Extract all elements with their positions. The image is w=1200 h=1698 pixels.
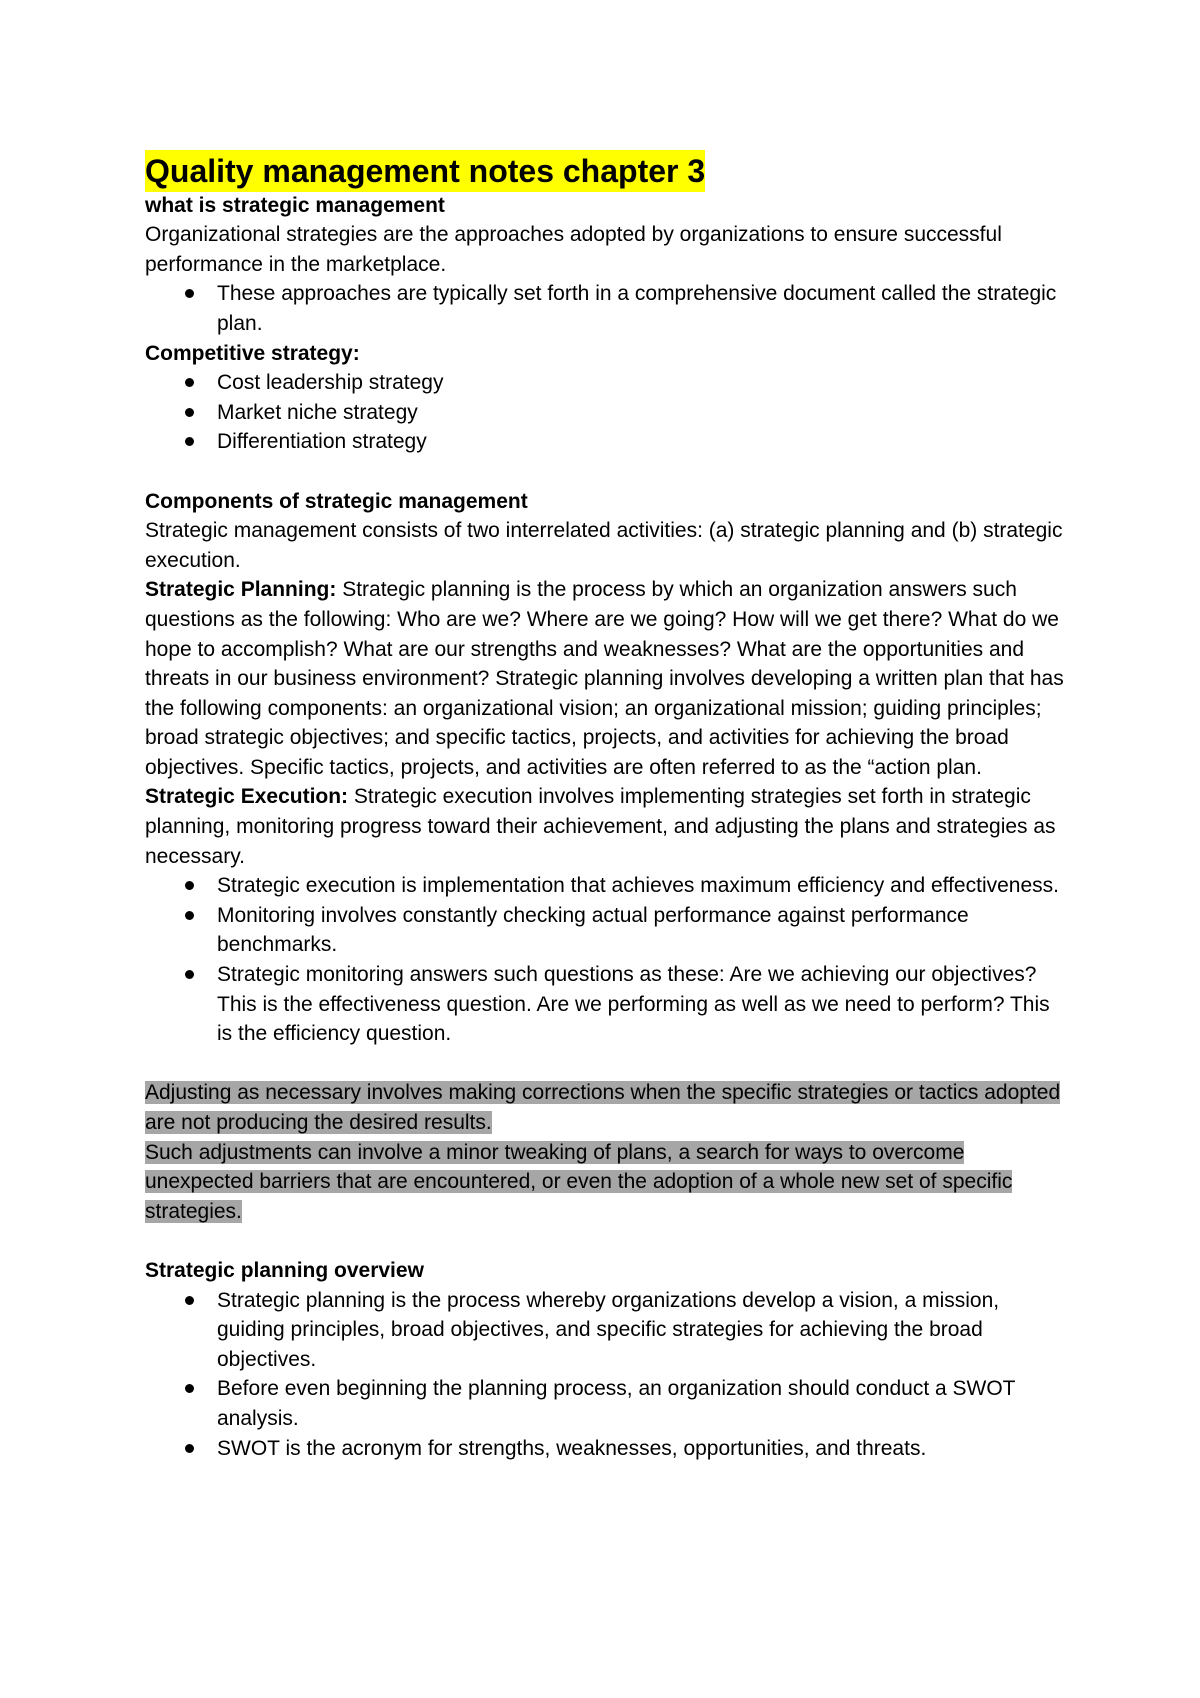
heading-strategic-planning-overview: Strategic planning overview	[145, 1258, 424, 1282]
list-item: Strategic execution is implementation that achieves maximum efficiency and effectiveness.	[145, 871, 1065, 901]
bullet-list-competitive-strategy	[145, 368, 1065, 457]
list-item: Cost leadership strategy	[145, 368, 1065, 398]
bullet-list-planning-overview	[145, 1286, 1065, 1464]
heading-components-of-strategic-management: Components of strategic management	[145, 489, 528, 513]
document-page	[145, 150, 1065, 1463]
list-item: SWOT is the acronym for strengths, weaknesses, opportunities, and threats.	[145, 1434, 1065, 1464]
list-item: Strategic planning is the process whereby organizations develop a vision, a mission, guiding principles, broad objectives, and specific strategies for achieving the broad objectives.	[145, 1286, 1065, 1375]
list-item: Market niche strategy	[145, 398, 1065, 428]
bullet-list-execution	[145, 871, 1065, 1049]
document-title: Quality management notes chapter 3	[145, 150, 705, 192]
heading-what-is-strategic-management: what is strategic management	[145, 193, 445, 217]
list-item: Monitoring involves constantly checking actual performance against performance benchmarks.	[145, 901, 1065, 960]
list-item: Differentiation strategy	[145, 427, 1065, 457]
heading-competitive-strategy: Competitive strategy:	[145, 341, 360, 365]
paragraph-organizational-strategies: Organizational strategies are the approaches adopted by organizations to ensure successful performance in the marketplace.	[145, 223, 1002, 276]
bullet-icon	[185, 408, 194, 417]
strategic-execution-text: Strategic execution involves implementing strategies set forth in strategic planning, monitoring progress toward their achievement, and adjusting the plans and strategies as necessary.	[145, 785, 1056, 868]
list-item: Before even beginning the planning process, an organization should conduct a SWOT analysis.	[145, 1374, 1065, 1433]
bullet-icon	[185, 1384, 194, 1393]
list-item: Strategic monitoring answers such questions as these: Are we achieving our objectives? This is the effectiveness question. Are we performing as well as we need to perform? This is the efficiency question.	[145, 960, 1065, 1049]
paragraph-interrelated-activities: Strategic management consists of two interrelated activities: (a) strategic planning and (b) strategic execution.	[145, 519, 1063, 572]
bullet-list-strategic-plan	[145, 279, 1065, 338]
list-item: These approaches are typically set forth in a comprehensive document called the strategic plan.	[145, 279, 1065, 338]
highlighted-paragraph-adjustments: Such adjustments can involve a minor tweaking of plans, a search for ways to overcome unexpected barriers that are encountered, or even the adoption of a whole new set of specific strategies.	[145, 1140, 1013, 1223]
bullet-icon	[185, 1444, 194, 1453]
bullet-icon	[185, 378, 194, 387]
strategic-planning-lead: Strategic Planning:	[145, 578, 337, 602]
bullet-icon	[185, 437, 194, 446]
strategic-planning-text: Strategic planning is the process by which an organization answers such questions as the following: Who are we? Where are we going? How will we get there? What do we hope to accomplish? What are our strengths and weaknesses? What are the opportunities and threats in our business environment? Strategic planning involves developing a written plan that has the following components: an organizational vision; an organizational mission; guiding principles; broad strategic objectives; and specific tactics, projects, and activities for achieving the broad objectives. Specific tactics, projects, and activities are often referred to as the “action plan.	[145, 578, 1064, 779]
strategic-execution-lead: Strategic Execution:	[145, 785, 349, 809]
bullet-icon	[185, 911, 194, 920]
bullet-icon	[185, 289, 194, 298]
bullet-icon	[185, 970, 194, 979]
paragraph-strategic-planning	[145, 575, 1065, 782]
highlighted-paragraph-adjusting: Adjusting as necessary involves making corrections when the specific strategies or tactics adopted are not producing the desired results.	[145, 1081, 1061, 1134]
bullet-icon	[185, 881, 194, 890]
paragraph-strategic-execution	[145, 782, 1065, 871]
bullet-icon	[185, 1296, 194, 1305]
